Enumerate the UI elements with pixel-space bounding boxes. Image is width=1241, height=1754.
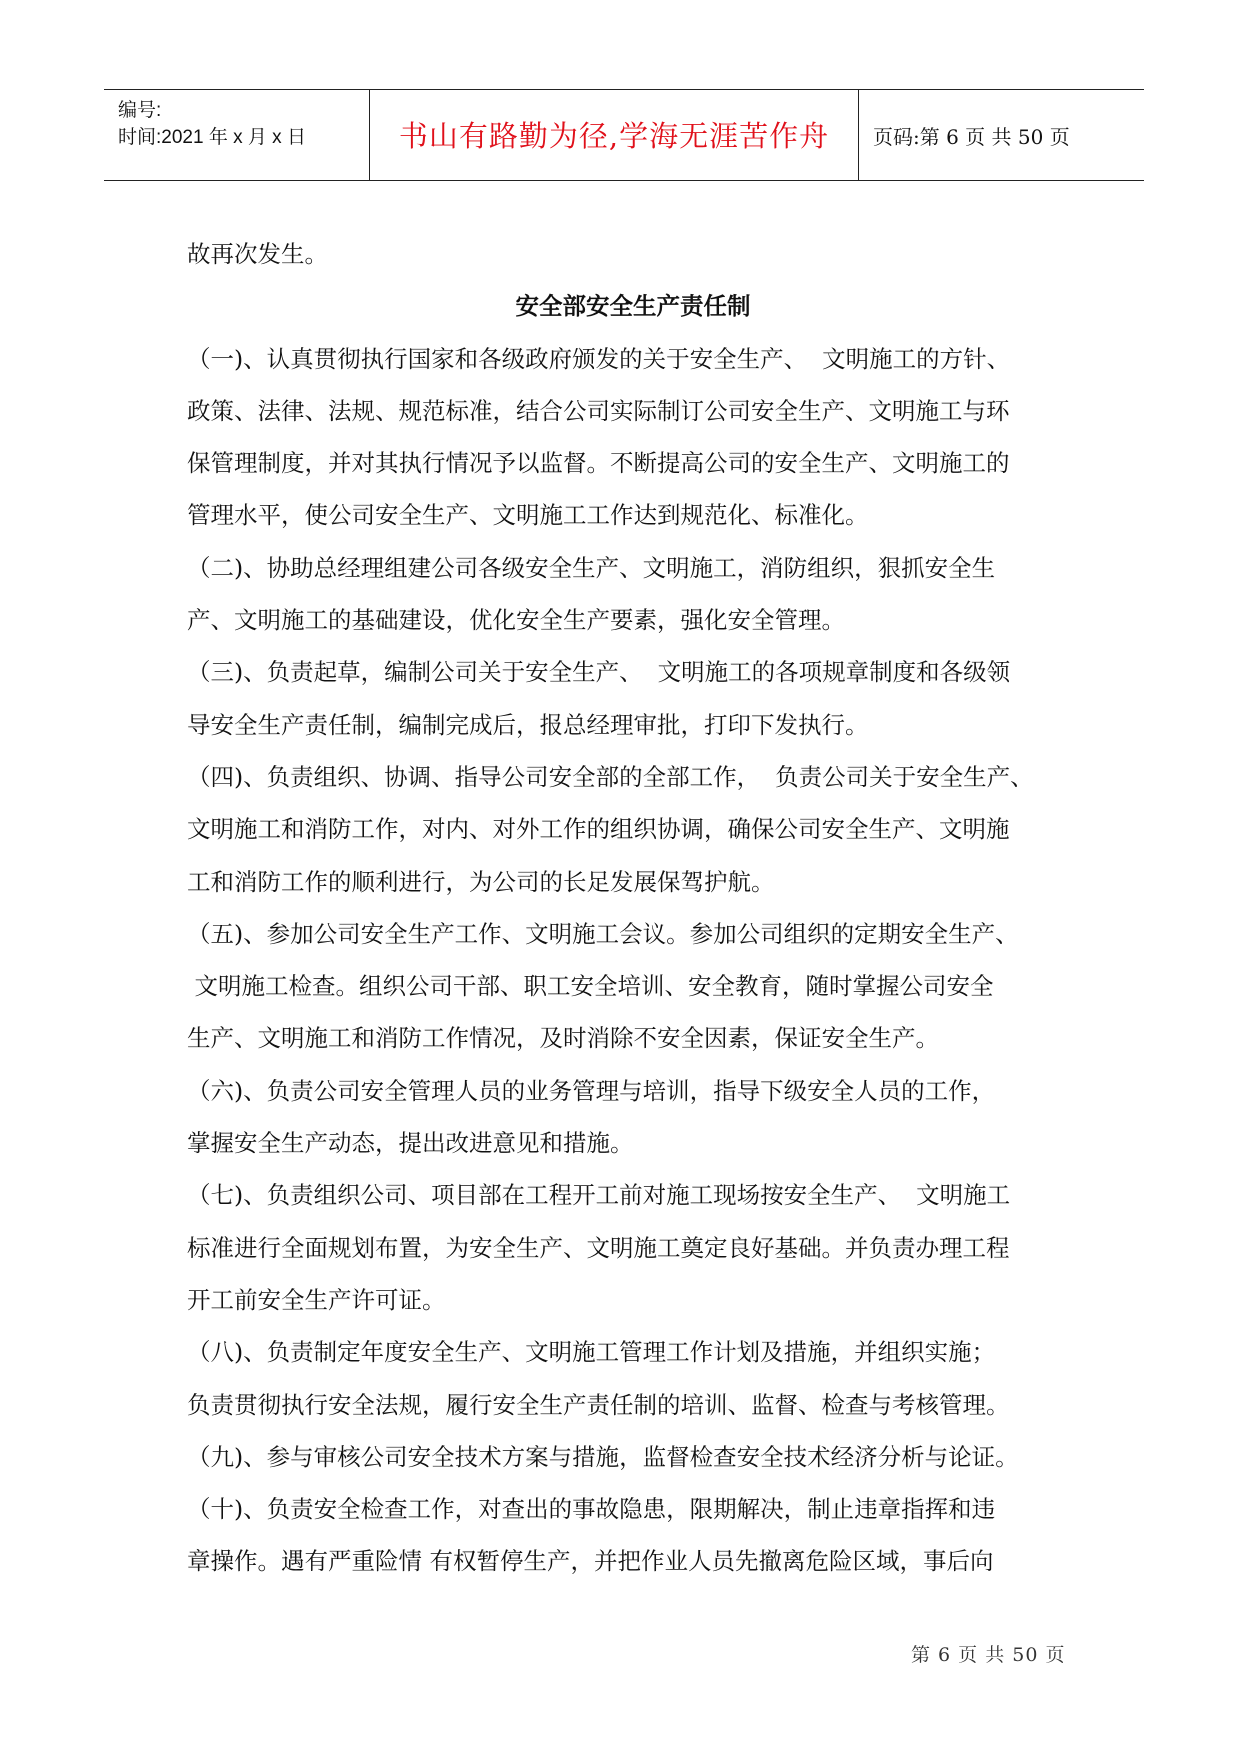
body-line: （一)、认真贯彻执行国家和各级政府颁发的关于安全生产、 文明施工的方针、 [187, 344, 1011, 373]
body-line: 开工前安全生产许可证。 [187, 1285, 446, 1314]
page-header [104, 89, 1144, 181]
body-line: 政策、法律、法规、规范标准，结合公司实际制订公司安全生产、文明施工与环 [187, 396, 1010, 425]
body-line: 章操作。遇有严重险情 有权暂停生产，并把作业人员先撤离危险区域，事后向 [187, 1547, 994, 1576]
body-line: 标准进行全面规划布置，为安全生产、文明施工奠定良好基础。并负责办理工程 [187, 1233, 1010, 1262]
body-line: （七)、负责组织公司、项目部在工程开工前对施工现场按安全生产、 文明施工 [187, 1181, 1011, 1210]
body-line: 文明施工和消防工作，对内、对外工作的组织协调，确保公司安全生产、文明施 [187, 815, 1010, 844]
header-meta [104, 90, 370, 180]
body-line: （八)、负责制定年度安全生产、文明施工管理工作计划及措施，并组织实施； [187, 1338, 996, 1367]
body-line: 掌握安全生产动态，提出改进意见和措施。 [187, 1129, 634, 1158]
header-page-cell [859, 90, 1144, 180]
header-motto-cell [370, 90, 859, 180]
header-page-number: 页码:第 6 页 共 50 页 [873, 124, 1070, 149]
body-line: （六)、负责公司安全管理人员的业务管理与培训，指导下级安全人员的工作， [187, 1076, 996, 1105]
body-line: （五)、参加公司安全生产工作、文明施工会议。参加公司组织的定期安全生产、 [187, 919, 1019, 948]
document-time-label: 时间:2021 年 x 月 x 日 [118, 127, 306, 148]
body-line: （九)、参与审核公司安全技术方案与措施，监督检查安全技术经济分析与论证。 [187, 1442, 1019, 1471]
body-line: 文明施工检查。组织公司干部、职工安全培训、安全教育，随时掌握公司安全 [187, 972, 994, 1001]
body-line: （十)、负责安全检查工作，对查出的事故隐患，限期解决，制止违章指挥和违 [187, 1495, 996, 1524]
body-line: 生产、文明施工和消防工作情况，及时消除不安全因素，保证安全生产。 [187, 1024, 939, 1053]
body-line: 保管理制度，并对其执行情况予以监督。不断提高公司的安全生产、文明施工的 [187, 449, 1010, 478]
body-line: 负责贯彻执行安全法规，履行安全生产责任制的培训、监督、检查与考核管理。 [187, 1390, 1010, 1419]
section-title: 安全部安全生产责任制 [515, 292, 751, 321]
body-line: （三)、负责起草，编制公司关于安全生产、 文明施工的各项规章制度和各级领 [187, 658, 1011, 687]
document-number-label: 编号: [118, 100, 162, 121]
header-motto: 书山有路勤为径,学海无涯苦作舟 [398, 118, 830, 153]
body-line: （二)、协助总经理组建公司各级安全生产、文明施工，消防组织，狠抓安全生 [187, 553, 996, 582]
body-line: （四)、负责组织、协调、指导公司安全部的全部工作， 负责公司关于安全生产、 [187, 762, 1034, 791]
intro-line: 故再次发生。 [187, 240, 328, 268]
body-line: 管理水平，使公司安全生产、文明施工工作达到规范化、标准化。 [187, 501, 869, 530]
body-line: 产、文明施工的基础建设，优化安全生产要素，强化安全管理。 [187, 606, 845, 635]
body-line: 导安全生产责任制，编制完成后，报总经理审批，打印下发执行。 [187, 710, 869, 739]
page-footer: 第 6 页 共 50 页 [911, 1644, 1066, 1666]
document-body [187, 228, 1067, 1588]
body-line: 工和消防工作的顺利进行，为公司的长足发展保驾护航。 [187, 867, 775, 896]
